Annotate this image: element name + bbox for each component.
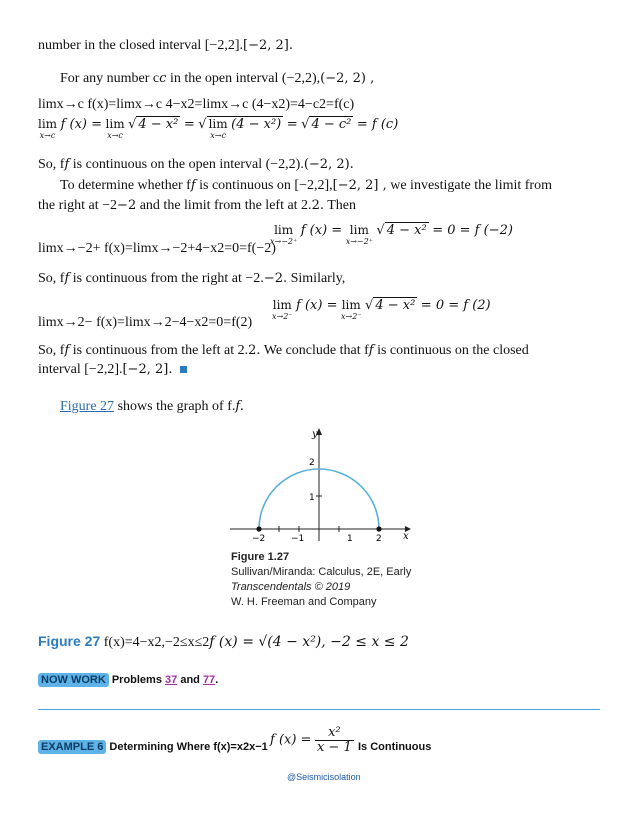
- x-tick-label: −2: [252, 534, 266, 544]
- y-axis-label: y: [312, 429, 318, 440]
- limit-equation-2: lim x→2⁻ f (x) = lim x→2⁻ √ 4 − x² = 0 = f (2): [272, 298, 491, 321]
- text-line-10: limx→2− f(x)=limx→2−4−x2=0=f(2): [38, 315, 253, 330]
- text-line-3: limx→c f(x)=limx→c 4−x2=limx→c (4−x2)=4−c2=f(c): [38, 97, 355, 112]
- example-6-heading: EXAMPLE 6 Determining Where f(x)=x2x−1: [38, 738, 268, 756]
- limit-equation-c: lim x→c f (x) = lim x→c √ 4 − x² = √ lim x→c (4 − x²) = √ 4 − c² = f (c): [38, 117, 399, 140]
- y-tick-label: 1: [309, 493, 315, 503]
- x-tick-label: 2: [376, 534, 382, 544]
- figure-27-caption: Figure 27 f(x)=4−x2,−2≤x≤2f (x) = √(4 − x²), −2 ≤ x ≤ 2: [38, 633, 409, 650]
- text-line-9: So, ff is continuous from the right at −2.−2. Similarly,: [38, 271, 346, 286]
- limit-equation-minus2: lim x→−2⁺ f (x) = lim x→−2⁺ √ 4 − x² = 0 = f (−2): [270, 223, 513, 246]
- graph-caption: Figure 1.27 Sullivan/Miranda: Calculus, 2E, Early Transcendentals © 2019 W. H. Freeman and Company: [231, 551, 412, 608]
- text-line-11: So, ff is continuous from the left at 2.2. We conclude that ff is continuous on the closed: [38, 343, 529, 358]
- example-6-formula: f (x) = $\frac{\text{x²}}{x - 1}$: [270, 725, 352, 755]
- y-tick-label: 2: [309, 458, 315, 468]
- problem-77-link[interactable]: 77: [202, 674, 216, 686]
- example-6-heading-tail: Is Continuous: [358, 741, 432, 753]
- text-line-12: interval [−2,2].[−2, 2].: [38, 361, 187, 379]
- text-line-13: Figure 27 shows the graph of f.f.: [60, 399, 244, 414]
- endpoint-left: [256, 526, 261, 531]
- end-of-proof-square: [180, 366, 187, 373]
- text-line-5: So, ff is continuous on the open interval (−2,2).(−2, 2).: [38, 157, 354, 172]
- x-tick-label: 1: [347, 534, 353, 544]
- text-line-1: number in the closed interval [−2,2].[−2, 2].: [38, 38, 293, 53]
- watermark: @Seismicisolation: [287, 772, 361, 782]
- section-divider: [38, 709, 600, 710]
- now-work-badge: NOW WORK: [38, 673, 109, 687]
- now-work-line: NOW WORK Problems 37 and 77.: [38, 671, 218, 689]
- x-tick-label: −1: [291, 534, 305, 544]
- semicircle-graph: [225, 425, 415, 550]
- x-axis-label: x: [403, 531, 409, 542]
- problem-37-link[interactable]: 37: [165, 674, 178, 686]
- text-line-6: To determine whether ff is continuous on [−2,2],[−2, 2] , we investigate the limit from: [60, 178, 552, 193]
- text-line-8: limx→−2+ f(x)=limx→−2+4−x2=0=f(−2): [38, 241, 276, 256]
- endpoint-right: [376, 526, 381, 531]
- example-6-badge: EXAMPLE 6: [38, 740, 106, 754]
- figure-27-link[interactable]: Figure 27: [60, 399, 115, 414]
- text-line-7: the right at −2−2 and the limit from the left at 2.2. Then: [38, 198, 356, 213]
- text-line-2: For any number cc in the open interval (−2,2),(−2, 2) ,: [60, 71, 375, 86]
